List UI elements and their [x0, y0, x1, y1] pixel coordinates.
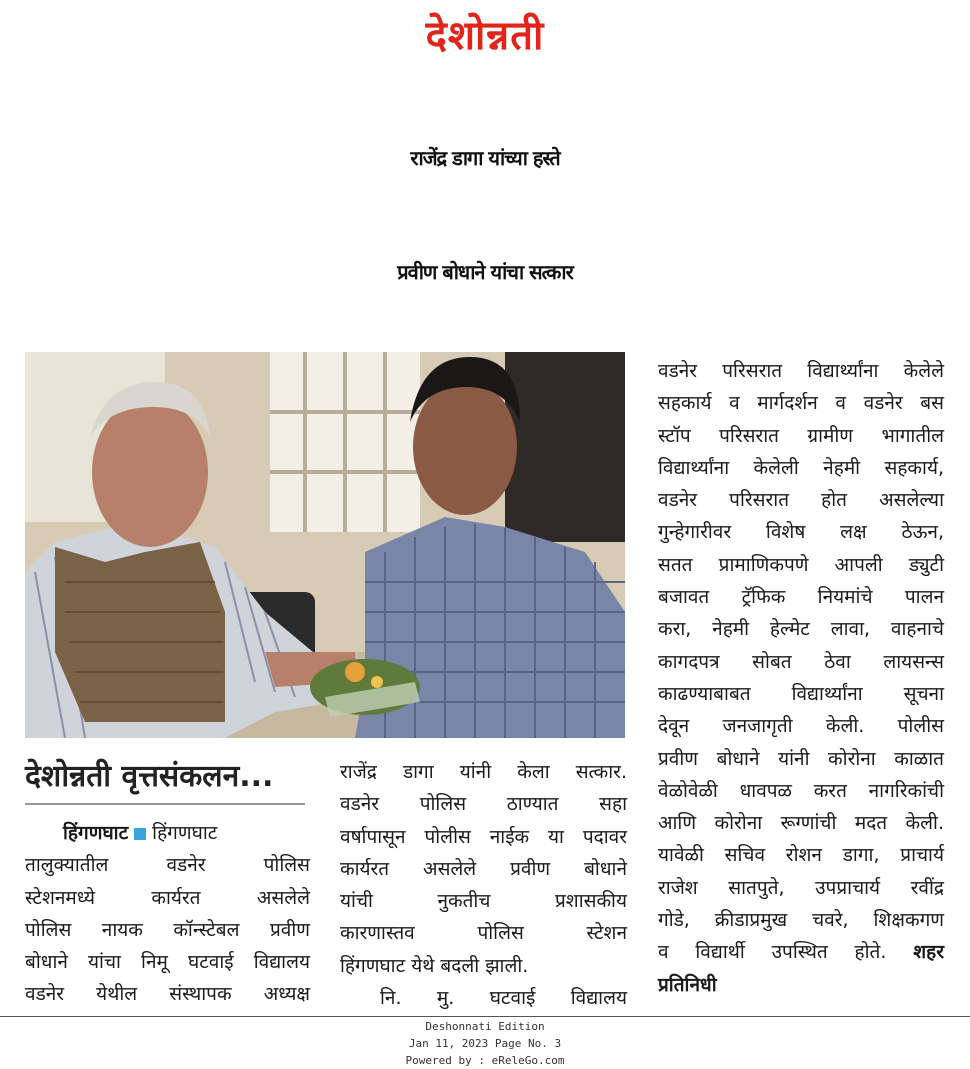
article-line: वेळोवेळी धावपळ करत नागरिकांची: [658, 779, 944, 802]
article-line: राजेंद्र डागा यांनी केला सत्कार.: [340, 761, 627, 783]
article-line: बजावत ट्रॅफिक नियमांचे पालन: [658, 586, 944, 609]
dateline: हिंगणघाट: [63, 822, 129, 844]
article-line: बोधाने यांचा निमू घटवाई विद्यालय: [25, 951, 310, 974]
article-line: कागदपत्र सोबत ठेवा लायसन्स: [658, 650, 944, 673]
article-line: तालुक्यातील वडनेर पोलिस: [25, 854, 310, 877]
footer-powered-by: Powered by : eReleGo.com: [405, 1054, 565, 1067]
article-line: प्रवीण बोधाने यांनी कोरोना काळात: [658, 747, 944, 770]
article-line: देवून जनजागृती केली. पोलीस: [658, 715, 944, 738]
news-photo: [25, 352, 625, 738]
page-footer: [0, 1018, 970, 1069]
headline-line-2: प्रवीण बोधाने यांचा सत्कार: [397, 260, 573, 284]
article-line: आणि कोरोना रूग्णांची मदत केली.: [658, 812, 944, 835]
article-line: गोडे, क्रीडाप्रमुख चवरे, शिक्षकगण: [658, 909, 944, 932]
headline-line-1: राजेंद्र डागा यांच्या हस्ते: [410, 146, 560, 170]
article-line: नि. मु. घटवाई विद्यालय: [380, 987, 627, 1010]
article-line: वडनेर पोलिस ठाण्यात सहा: [340, 793, 627, 816]
section-title: देशोन्नती वृत्तसंकलन...: [25, 759, 274, 794]
article-column-2: [340, 756, 627, 1014]
article-line: सतत प्रामाणिकपणे आपली ड्युटी: [658, 553, 944, 576]
article-line: [25, 817, 310, 849]
byline: प्रतिनिधी: [658, 973, 717, 996]
footer-date-page: Jan 11, 2023 Page No. 3: [408, 1037, 562, 1050]
newspaper-masthead: देशोन्नती: [425, 13, 545, 59]
article-line: यांची नुकतीच प्रशासकीय: [340, 890, 627, 913]
article-text: हिंगणघाट: [152, 822, 218, 844]
article-line: काढण्याबाबत विद्यार्थ्यांना सूचना: [658, 682, 944, 705]
article-line: कारणास्तव पोलिस स्टेशन: [340, 922, 627, 945]
article-line: यावेळी सचिव रोशन डागा, प्राचार्य: [658, 844, 944, 867]
article-line: राजेश सातपुते, उपप्राचार्य रवींद्र: [658, 876, 944, 899]
article-line: हिंगणघाट येथे बदली झाली.: [340, 954, 529, 977]
article-line: स्टेशनमध्ये कार्यरत असलेले: [25, 886, 310, 909]
article-line: [658, 969, 944, 1001]
article-column-3: [658, 355, 944, 1001]
footer-divider: [0, 1016, 970, 1017]
article-line: वडनेर येथील संस्थापक अध्यक्ष: [25, 983, 310, 1006]
article-line: वडनेर परिसरात विद्यार्थ्यांना केलेले: [658, 360, 944, 382]
article-line: [658, 936, 944, 968]
article-line: वर्षापासून पोलीस नाईक या पदावर: [340, 825, 627, 848]
article-line: स्टॉप परिसरात ग्रामीण भागातील: [658, 424, 944, 447]
article-column-1: [25, 817, 310, 1011]
section-divider: [25, 803, 305, 805]
square-bullet-icon: [134, 828, 146, 840]
footer-edition: Deshonnati Edition: [425, 1020, 545, 1033]
article-text: व विद्यार्थी उपस्थित होते.: [658, 941, 887, 964]
article-line: विद्यार्थ्यांना केलेली नेहमी सहकार्य,: [658, 456, 944, 479]
article-line: सहकार्य व मार्गदर्शन व वडनेर बस: [658, 392, 944, 415]
byline: शहर: [913, 941, 944, 964]
article-line: कार्यरत असलेले प्रवीण बोधाने: [340, 857, 627, 880]
article-line: गुन्हेगारीवर विशेष लक्ष ठेऊन,: [658, 521, 944, 544]
article-line: करा, नेहमी हेल्मेट लावा, वाहनाचे: [658, 618, 944, 641]
article-line: वडनेर परिसरात होत असलेल्या: [658, 489, 944, 512]
article-line: पोलिस नायक कॉन्स्टेबल प्रवीण: [25, 918, 310, 941]
